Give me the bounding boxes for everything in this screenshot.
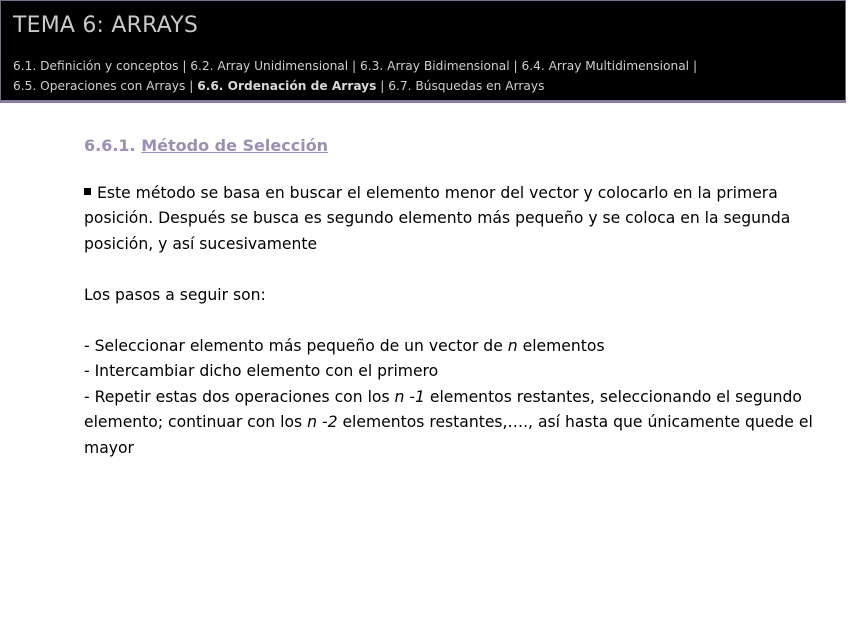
- page-title: TEMA 6: ARRAYS: [13, 13, 199, 38]
- nav-separator: |: [513, 59, 518, 73]
- step-3: - Repetir estas dos operaciones con los n -1 elementos restantes, seleccionando el segundo elemento; continuar con los n -2 elementos restantes,…., así hasta que únicamente quede el mayor: [84, 387, 813, 457]
- section-title-link[interactable]: Método de Selección: [141, 136, 329, 155]
- topic-nav-line-1: [13, 58, 697, 75]
- nav-separator: |: [352, 59, 357, 73]
- nav-link-bidimensional[interactable]: 6.3. Array Bidimensional: [360, 59, 510, 73]
- var-n-minus-1: n -1: [394, 387, 425, 406]
- nav-separator: |: [692, 59, 698, 73]
- square-bullet-icon: [84, 188, 91, 195]
- spacer: [84, 157, 814, 183]
- var-n-minus-2: n -2: [307, 413, 338, 431]
- topic-nav-line-2: [13, 78, 544, 95]
- nav-link-busquedas[interactable]: 6.7. Búsquedas en Arrays: [388, 79, 545, 93]
- steps-heading: Los pasos a seguir son:: [84, 285, 266, 304]
- nav-link-multidimensional[interactable]: 6.4. Array Multidimensional: [521, 59, 690, 73]
- nav-link-operaciones[interactable]: 6.5. Operaciones con Arrays: [13, 79, 186, 93]
- section-heading: [84, 135, 814, 157]
- slide-content: [84, 135, 814, 461]
- nav-link-definicion[interactable]: 6.1. Definición y conceptos: [13, 59, 179, 73]
- intro-paragraph: [84, 181, 814, 258]
- nav-link-ordenacion[interactable]: 6.6. Ordenación de Arrays: [197, 79, 377, 93]
- nav-separator: |: [380, 79, 385, 93]
- intro-text: Este método se basa en buscar el elemento menor del vector y colocarlo en la primera posición. Después se busca es segundo elemento más pequeño y se coloca en la segunda posición, y así sucesivamente: [84, 183, 791, 253]
- nav-link-unidimensional[interactable]: 6.2. Array Unidimensional: [190, 59, 349, 73]
- step-1: - Seleccionar elemento más pequeño de un vector de n elementos: [84, 336, 605, 355]
- step-2: - Intercambiar dicho elemento con el primero: [84, 362, 439, 380]
- header-bar: [0, 0, 846, 103]
- var-n: n: [507, 336, 518, 355]
- spacer: [84, 308, 814, 334]
- nav-separator: |: [182, 59, 187, 73]
- spacer: [84, 257, 814, 283]
- section-number: 6.6.1.: [84, 136, 136, 155]
- nav-separator: |: [189, 79, 194, 93]
